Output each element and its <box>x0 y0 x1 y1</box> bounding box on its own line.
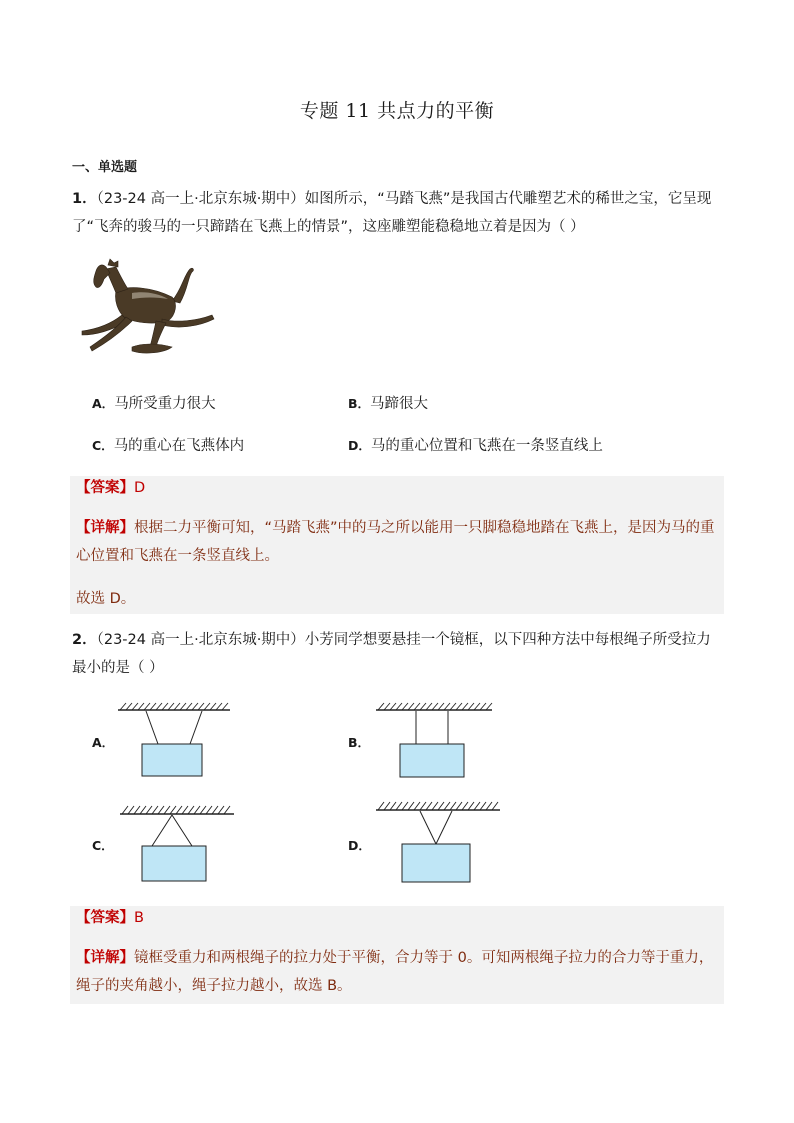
q2-option-d-label[interactable]: D． <box>348 838 371 853</box>
q1-option-a-letter: A． <box>92 396 115 411</box>
q1-conclusion: 故选 D。 <box>76 591 136 607</box>
q2-option-c-label[interactable]: C． <box>92 838 114 853</box>
question-1-number: 1． <box>72 191 97 207</box>
q2-answer-box <box>70 906 724 1004</box>
question-1-text-1: （23-24 高一上·北京东城·期中）如图所示，“马踏飞燕”是我国古代雕塑艺术的稀世之宝，它呈现 <box>96 191 712 207</box>
q2-detail-tag: 【详解】 <box>76 950 134 966</box>
q2-option-b-label[interactable]: B． <box>348 735 371 750</box>
q1-detail-text-1: 根据二力平衡可知，“马踏飞燕”中的马之所以能用一只脚稳稳地踏在飞燕上，是因为马的重 <box>134 520 715 536</box>
q1-answer-tag: 【答案】 <box>76 480 134 496</box>
q1-option-b-text: 马蹄很大 <box>370 396 429 412</box>
question-2-text-1: （23-24 高一上·北京东城·期中）小芳同学想要悬挂一个镜框，以下四种方法中每根绳子所受拉力 <box>96 632 711 648</box>
q2-figure-b <box>372 700 496 780</box>
q2-option-a-label[interactable]: A． <box>92 735 115 750</box>
q2-figure-c <box>116 800 240 886</box>
question-2-line-2: 最小的是（ ） <box>72 660 164 676</box>
q1-answer-line <box>76 476 145 497</box>
page-title: 专题 11 共点力的平衡 <box>299 100 495 122</box>
q2-detail-text-1: 镜框受重力和两根绳子的拉力处于平衡，合力等于 0。可知两根绳子拉力的合力等于重力， <box>134 950 714 966</box>
question-2-number: 2． <box>72 632 97 648</box>
horse-sculpture-image <box>72 259 228 357</box>
q1-option-b[interactable] <box>348 392 428 413</box>
q1-detail-line-1 <box>76 516 715 537</box>
question-2-line-1 <box>72 630 711 650</box>
section-heading: 一、单选题 <box>72 160 138 175</box>
q2-answer-tag: 【答案】 <box>76 910 134 926</box>
q1-option-c-text: 马的重心在飞燕体内 <box>113 438 245 454</box>
q2-answer-value: B <box>134 910 144 926</box>
q1-option-c[interactable] <box>92 434 244 455</box>
q2-detail-line-1 <box>76 946 713 967</box>
q1-option-d-letter: D． <box>348 438 371 453</box>
q1-answer-value: D <box>134 480 146 496</box>
q2-detail-line-2: 绳子的夹角越小，绳子拉力越小，故选 B。 <box>76 978 352 994</box>
q2-figure-a <box>114 700 234 780</box>
question-1-line-1 <box>72 189 711 209</box>
q1-option-d[interactable] <box>348 434 603 455</box>
q1-option-b-letter: B． <box>348 396 371 411</box>
q2-answer-line <box>76 906 144 927</box>
q1-option-d-text: 马的重心位置和飞燕在一条竖直线上 <box>370 438 603 454</box>
q1-answer-box <box>70 476 724 614</box>
q2-figure-d <box>372 800 504 886</box>
q1-option-a[interactable] <box>92 392 216 413</box>
q1-option-a-text: 马所受重力很大 <box>114 396 216 412</box>
q1-option-c-letter: C． <box>92 438 114 453</box>
q1-detail-tag: 【详解】 <box>76 520 134 536</box>
question-1-line-2: 了“飞奔的骏马的一只蹄踏在飞燕上的情景”，这座雕塑能稳稳地立着是因为（ ） <box>72 219 585 235</box>
q1-detail-line-2: 心位置和飞燕在一条竖直线上。 <box>76 548 279 564</box>
